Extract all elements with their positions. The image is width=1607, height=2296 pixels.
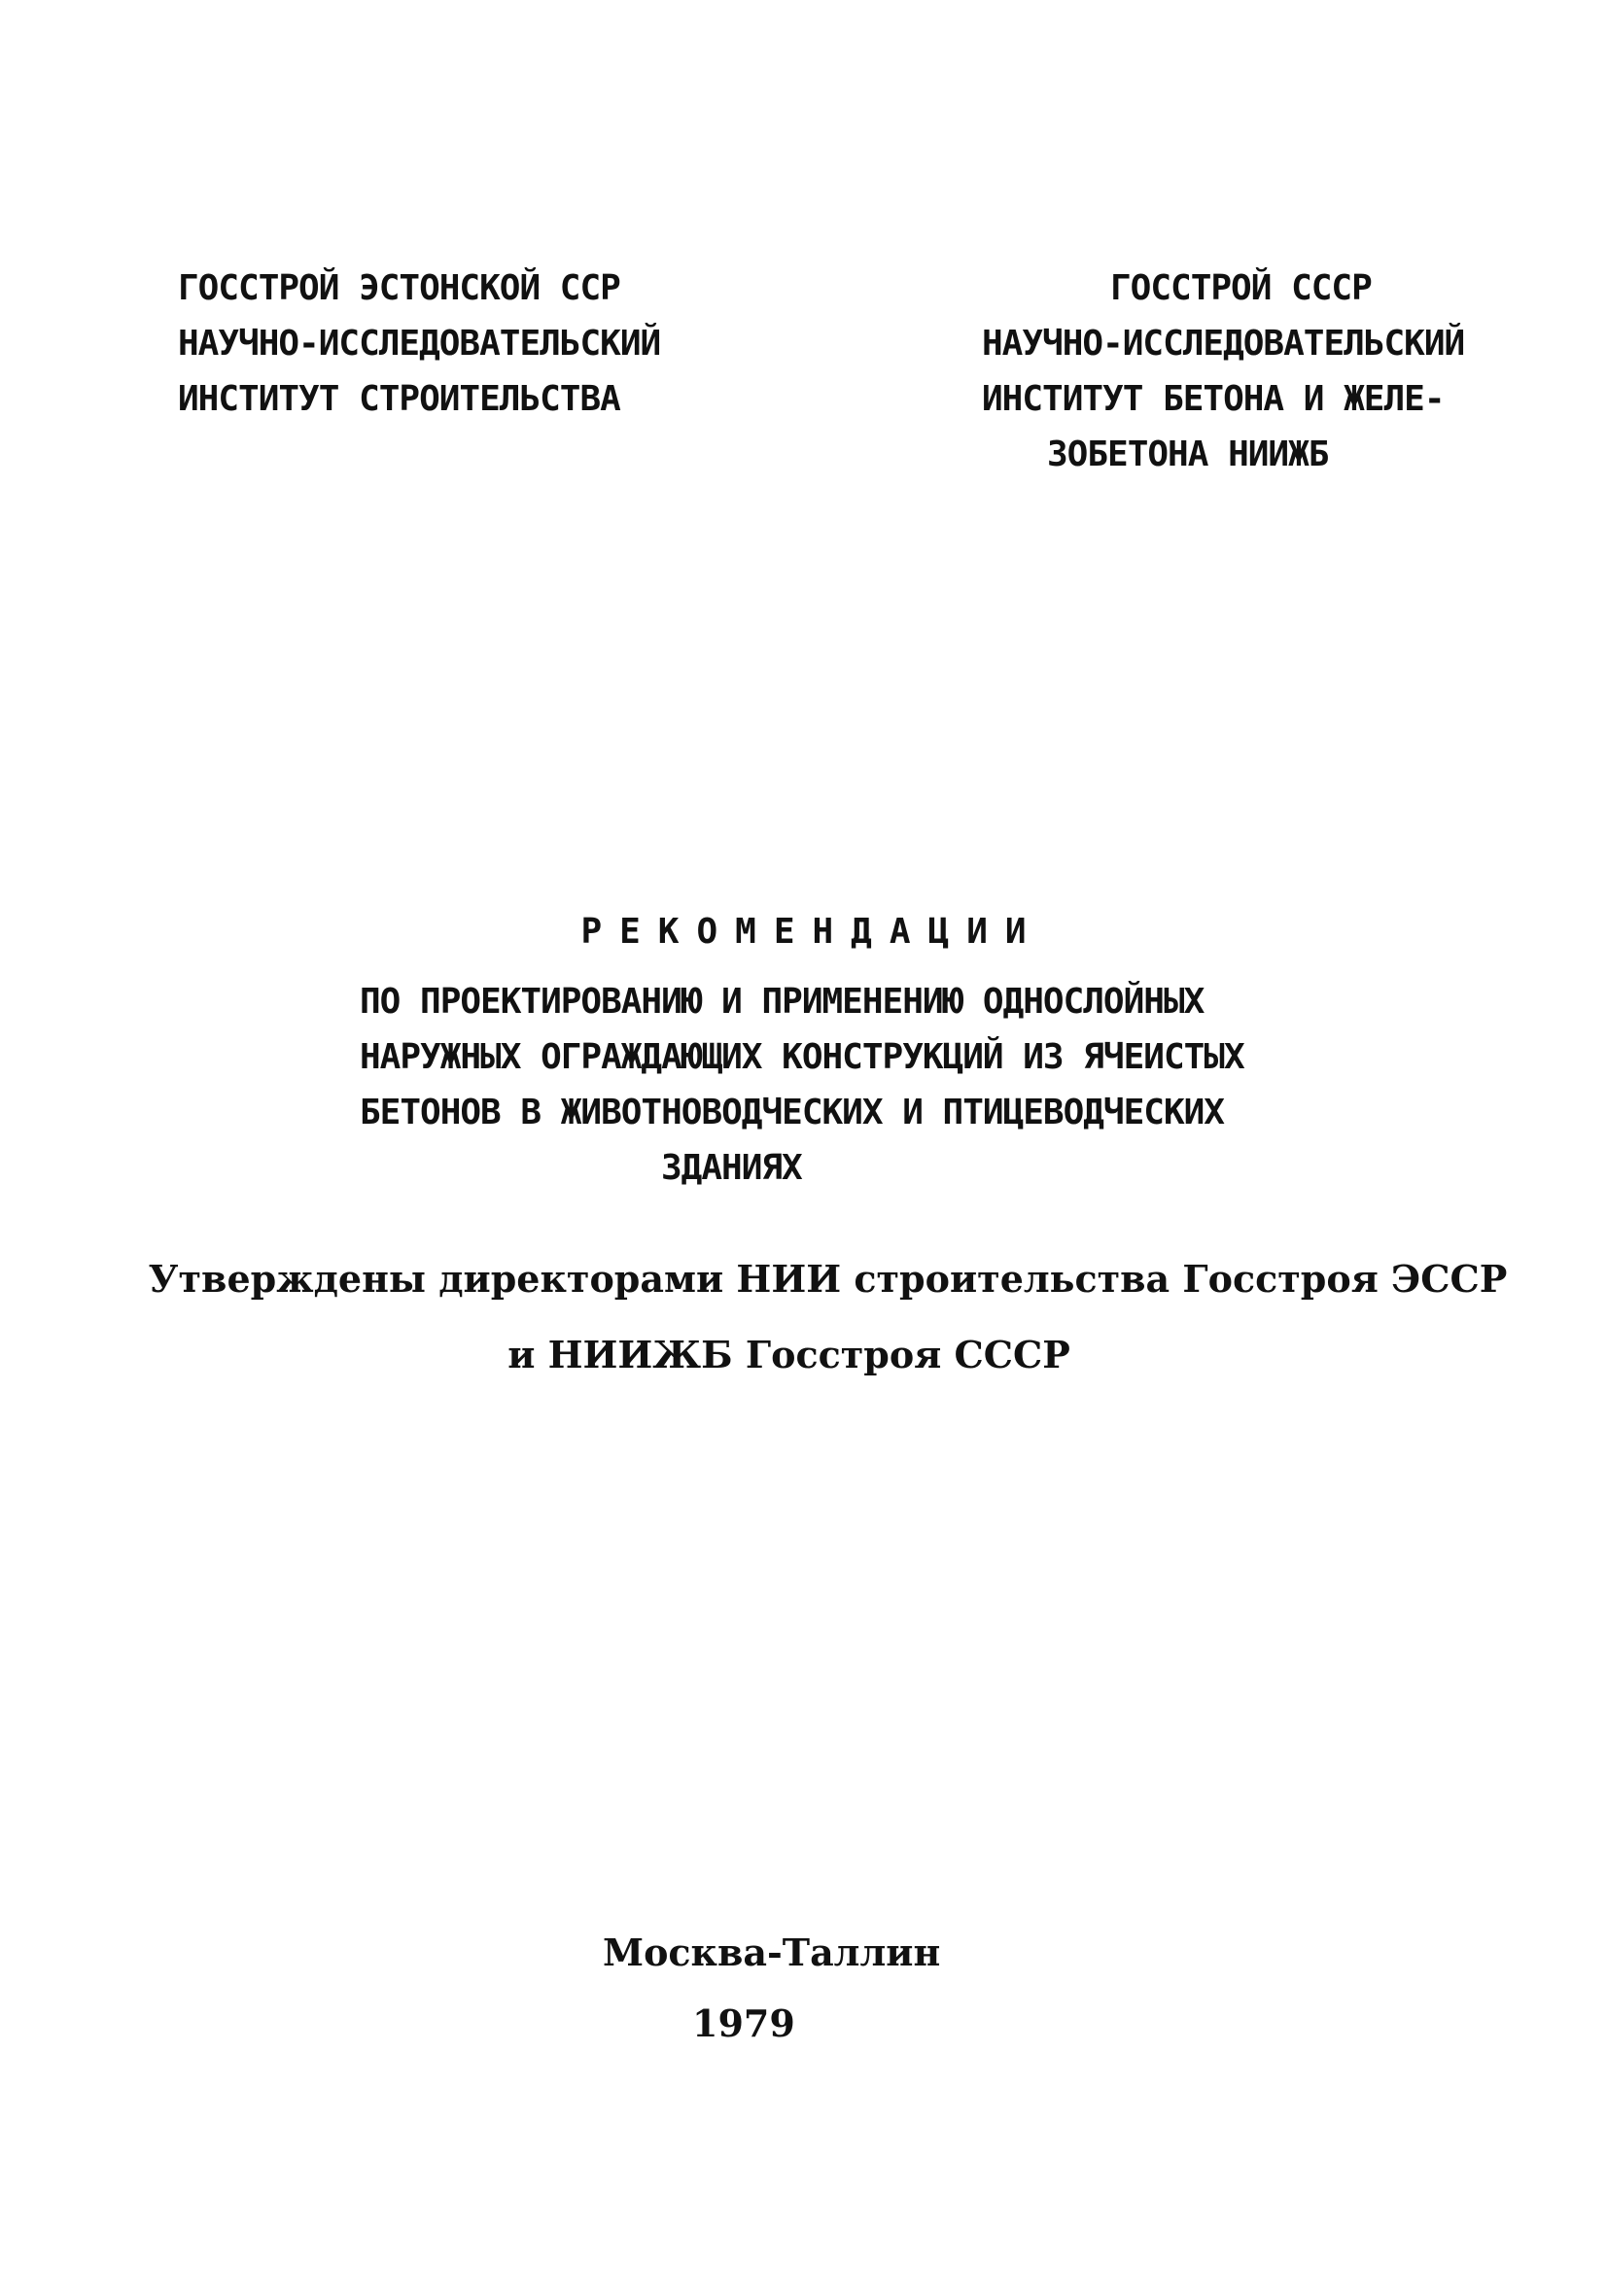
imprint <box>603 1917 940 2059</box>
subtitle-line: НАРУЖНЫХ ОГРАЖДАЮЩИХ КОНСТРУКЦИЙ ИЗ ЯЧЕИСТЫХ <box>360 1037 1244 1077</box>
header-left-line: НАУЧНО-ИССЛЕДОВАТЕЛЬСКИЙ <box>178 324 661 364</box>
document-title: РЕКОМЕНДАЦИИ <box>580 912 1044 952</box>
approval-line: Утверждены директорами НИИ строительства Госстроя ЭССР <box>148 1257 1508 1301</box>
header-left-organization <box>178 261 660 427</box>
header-left-line: ИНСТИТУТ СТРОИТЕЛЬСТВА <box>178 379 620 419</box>
imprint-city: Москва-Таллин <box>603 1931 941 1974</box>
subtitle-line: ПО ПРОЕКТИРОВАНИЮ И ПРИМЕНЕНИЮ ОДНОСЛОЙНЫХ <box>360 982 1205 1022</box>
header-right-line: ГОССТРОЙ СССР <box>1110 268 1372 308</box>
subtitle-line: ЗДАНИЯХ <box>661 1148 802 1188</box>
header-right-line: ЗОБЕТОНА НИИЖБ <box>1047 435 1329 474</box>
subtitle-line: БЕТОНОВ В ЖИВОТНОВОДЧЕСКИХ И ПТИЦЕВОДЧЕСКИХ <box>360 1093 1224 1132</box>
header-left-line: ГОССТРОЙ ЭСТОНСКОЙ ССР <box>178 268 620 308</box>
approval-line: и НИИЖБ Госстроя СССР <box>507 1333 1070 1376</box>
imprint-year: 1979 <box>692 2001 795 2045</box>
header-right-organization <box>982 261 1464 482</box>
approval-statement <box>0 1241 1607 1393</box>
document-subtitle <box>360 974 1244 1196</box>
header-right-line: НАУЧНО-ИССЛЕДОВАТЕЛЬСКИЙ <box>982 324 1465 364</box>
header-right-line: ИНСТИТУТ БЕТОНА И ЖЕЛЕ- <box>982 379 1445 419</box>
